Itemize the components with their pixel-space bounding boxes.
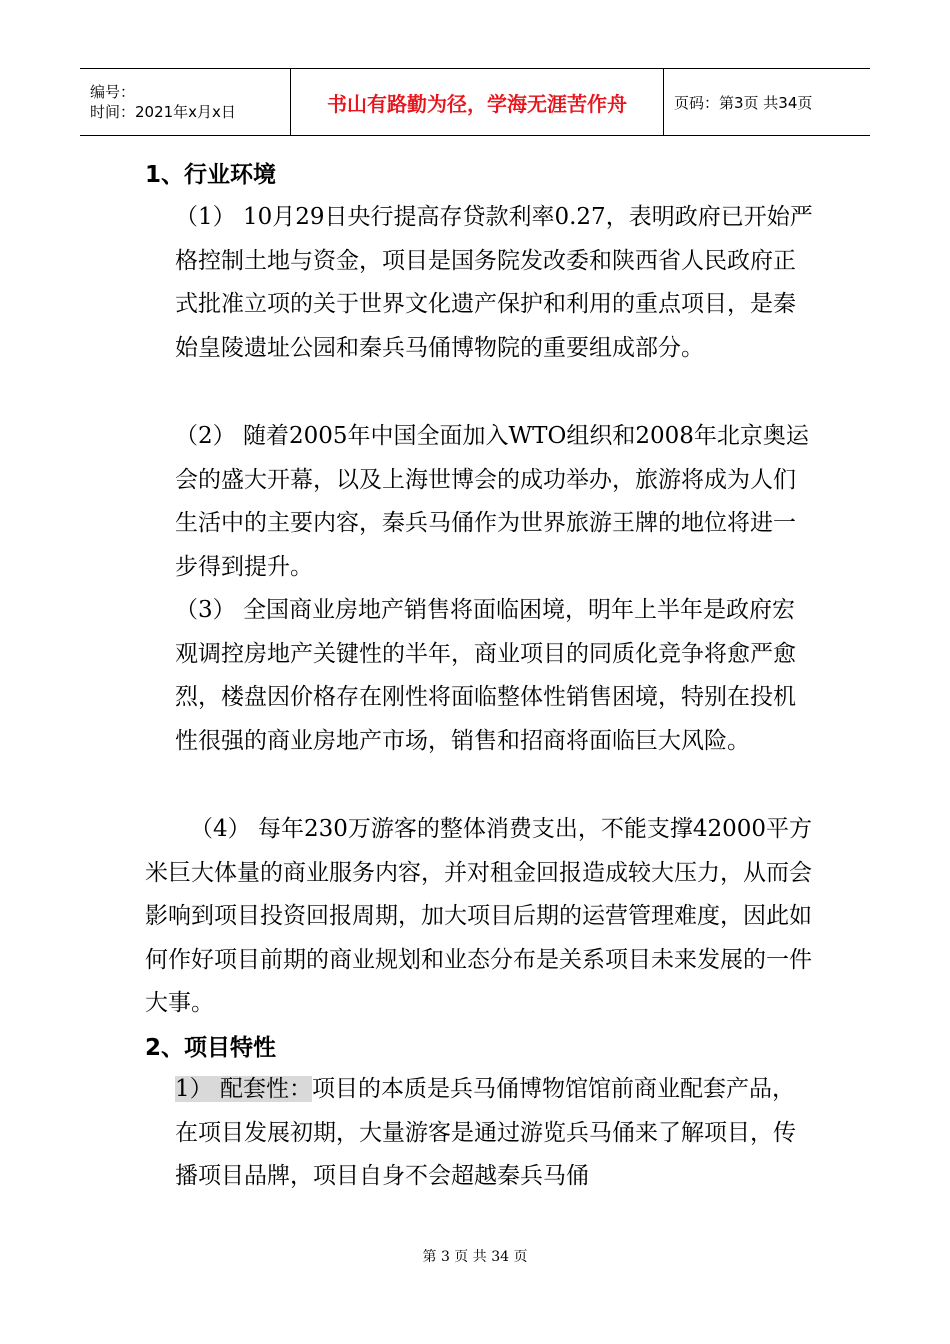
page-header: [80, 68, 870, 136]
header-page-info: 页码：第3页 共34页: [674, 93, 813, 112]
paragraph-1: （1） 10月29日央行提高存贷款利率0.27，表明政府已开始严格控制土地与资金，项目是国务院发改委和陕西省人民政府正式批准立项的关于世界文化遗产保护和利用的重点项目，是秦始皇陵遗址公园和秦兵马俑博物院的重要组成部分。: [175, 204, 813, 361]
time-label: 时间：2021年x月x日: [90, 103, 236, 121]
item-text: 项目的本质是兵马俑博物馆馆前商业配套产品，在项目发展初期，大量游客是通过游览兵马俑来了解项目，传播项目品牌，项目自身不会超越秦兵马俑: [175, 1076, 796, 1189]
header-motto-cell: [291, 69, 664, 136]
paragraph-5: [175, 1068, 815, 1199]
paragraph-2: （2） 随着2005年中国全面加入WTO组织和2008年北京奥运会的盛大开幕，以及上海世博会的成功举办，旅游将成为人们生活中的主要内容，秦兵马俑作为世界旅游王牌的地位将进一步得到提升。: [175, 423, 809, 580]
paragraph-3: （3） 全国商业房地产销售将面临困境，明年上半年是政府宏观调控房地产关键性的半年，商业项目的同质化竞争将愈严愈烈，楼盘因价格存在刚性将面临整体性销售困境，特别在投机性很强的商业房地产市场，销售和招商将面临巨大风险。: [175, 597, 796, 754]
header-meta: [80, 69, 291, 136]
header-motto: 书山有路勤为径，学海无涯苦作舟: [327, 91, 627, 116]
section-heading-industry: 1、行业环境: [145, 162, 277, 188]
page-footer: 第 3 页 共 34 页: [422, 1249, 528, 1265]
section-heading-project: 2、项目特性: [145, 1035, 277, 1061]
paragraph-4: （4） 每年230万游客的整体消费支出，不能支撑42000平方米巨大体量的商业服务内容，并对租金回报造成较大压力，从而会影响到项目投资回报周期，加大项目后期的运营管理难度，因此如何作好项目前期的商业规划和业态分布是关系项目未来发展的一件大事。: [145, 816, 813, 1016]
doc-number-label: 编号：: [90, 83, 136, 101]
item-label: 1） 配套性：: [175, 1076, 312, 1102]
